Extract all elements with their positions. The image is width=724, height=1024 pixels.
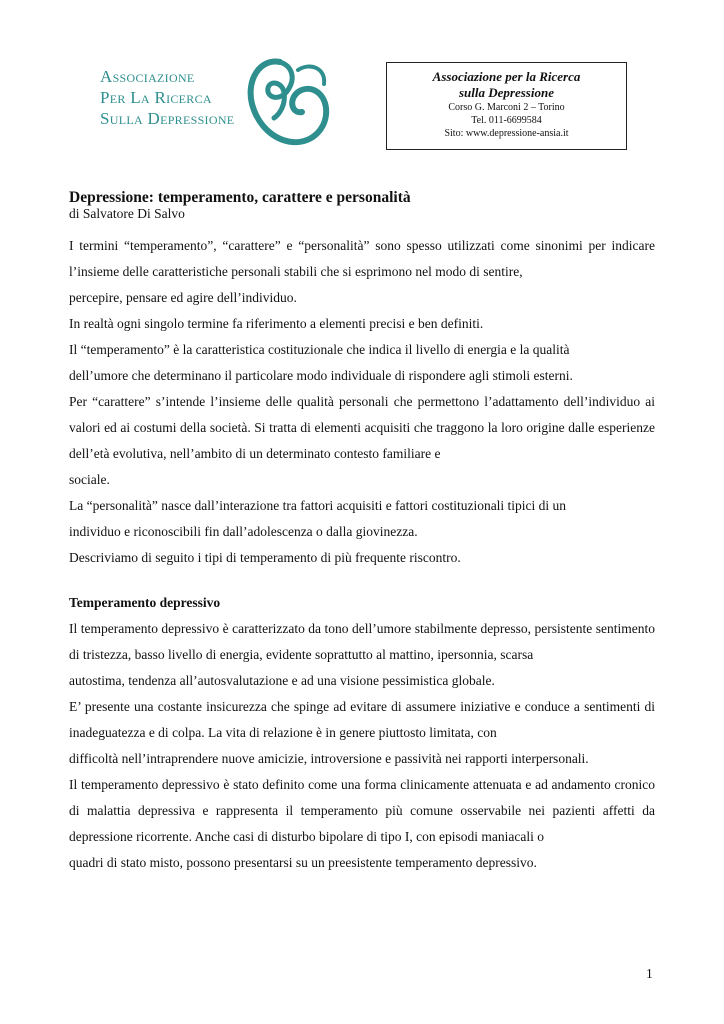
info-phone: Tel. 011-6699584 [471, 115, 542, 126]
logo-text [100, 66, 234, 129]
intro-p3-end: dell’umore che determinano il particolare modo individuale di rispondere agli stimoli esterni. [69, 368, 573, 383]
section-p3-end: quadri di stato misto, possono presentarsi su un preesistente temperamento depressivo. [69, 855, 537, 870]
section-p3-text: Il temperamento depressivo è stato definito come una forma clinicamente attenuata e ad andamento cronico di malattia depressiva e rappresenta il temperamento più comune osservabile nei pazienti affetti da depressione ricorrente. Anche casi di disturbo bipolare di tipo I, con episodi maniacali o [69, 777, 655, 844]
logo-line-2: Per La Ricerca [100, 88, 212, 107]
article-title: Depressione: temperamento, carattere e personalità [69, 189, 411, 206]
info-title-line-2: sulla Depressione [459, 85, 554, 100]
intro-paragraph-6: Descriviamo di seguito i tipi di temperamento di più frequente riscontro. [69, 550, 461, 565]
info-title-line-1: Associazione per la Ricerca [432, 69, 581, 84]
article-author: di Salvatore Di Salvo [69, 206, 185, 221]
section-paragraph-1 [69, 616, 655, 694]
intro-p4-text: Per “carattere” s’intende l’insieme delle qualità personali che permettono l’adattamento dell’individuo ai valori ed ai costumi della società. Si tratta di elementi acquisiti che traggono la loro origine dalle esperienze dell’età evolutiva, nell’ambito di un determinato contesto familiare e [69, 394, 655, 461]
section-heading: Temperamento depressivo [69, 595, 221, 610]
intro-p5-text: La “personalità” nasce dall’interazione tra fattori acquisiti e fattori costituzionali tipici di un [69, 498, 567, 513]
section-p1-text: Il temperamento depressivo è caratterizzato da tono dell’umore stabilmente depresso, persistente sentimento di tristezza, basso livello di energia, evidente soprattutto al mattino, ipersonnia, scarsa [69, 621, 655, 662]
section-p2-text: E’ presente una costante insicurezza che spinge ad evitare di assumere iniziative e conduce a sentimenti di inadeguatezza e di colpa. La vita di relazione è in genere piuttosto limitata, con [69, 699, 655, 740]
intro-paragraph-2: In realtà ogni singolo termine fa riferimento a elementi precisi e ben definiti. [69, 316, 484, 331]
intro-p3-text: Il “temperamento” è la caratteristica costituzionale che indica il livello di energia e la qualità [69, 342, 570, 357]
intro-section [69, 233, 655, 571]
page-number: 1 [646, 966, 653, 981]
intro-p1-text: I termini “temperamento”, “carattere” e “personalità” sono spesso utilizzati come sinonimi per indicare l’insieme delle caratteristiche personali stabili che si esprimono nel modo di sentire, [69, 238, 655, 279]
intro-paragraph-1 [69, 233, 655, 311]
heart-swirl-icon [240, 52, 335, 148]
logo-line-1: Associazione [100, 67, 195, 86]
info-address: Corso G. Marconi 2 – Torino [448, 102, 565, 113]
intro-p5-end: individuo e riconoscibili fin dall’adolescenza o dalla giovinezza. [69, 524, 418, 539]
contact-info-box [386, 62, 627, 150]
association-logo [100, 52, 340, 148]
section-paragraph-2 [69, 694, 655, 772]
logo-line-3: Sulla Depressione [100, 109, 235, 128]
section-p1-end: autostima, tendenza all’autosvalutazione e ad una visione pessimistica globale. [69, 673, 495, 688]
temperamento-depressivo-section [69, 590, 655, 876]
section-p2-end: difficoltà nell’intraprendere nuove amicizie, introversione e passività nei rapporti interpersonali. [69, 751, 589, 766]
section-paragraph-3 [69, 772, 655, 876]
intro-paragraph-5 [69, 493, 655, 545]
info-website: Sito: www.depressione-ansia.it [444, 128, 569, 139]
intro-paragraph-3 [69, 337, 655, 389]
intro-paragraph-4 [69, 389, 655, 493]
intro-p4-end: sociale. [69, 472, 110, 487]
intro-p1-end: percepire, pensare ed agire dell’individuo. [69, 290, 297, 305]
